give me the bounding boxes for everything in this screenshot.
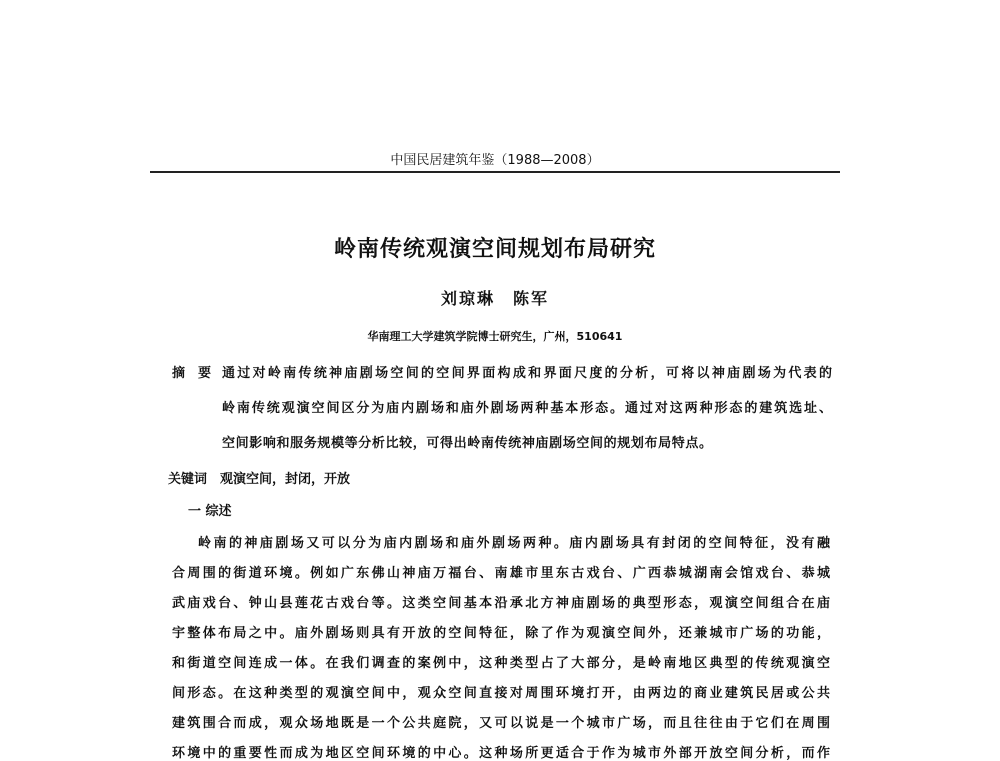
header-rule	[150, 171, 840, 173]
keywords-value: 观演空间，封闭，开放	[220, 472, 351, 487]
body-line: 合周围的街道环境。例如广东佛山神庙万福台、南雄市里东古戏台、广西恭城湖南会馆戏台、恭城	[172, 566, 830, 581]
abstract-line: 岭南传统观演空间区分为庙内剧场和庙外剧场两种基本形态。通过对这两种形态的建筑选址、	[222, 401, 832, 416]
body-line: 武庙戏台、钟山县莲花古戏台等。这类空间基本沿承北方神庙剧场的典型形态，观演空间组合在庙	[172, 596, 830, 611]
abstract-line: 通过对岭南传统神庙剧场空间的空间界面构成和界面尺度的分析，可将以神庙剧场为代表的	[222, 366, 832, 381]
article-title: 岭南传统观演空间规划布局研究	[333, 237, 656, 262]
body-line: 和街道空间连成一体。在我们调查的案例中，这种类型占了大部分，是岭南地区典型的传统观演空	[172, 656, 830, 671]
body-line: 环境中的重要性而成为地区空间环境的中心。这种场所更适合于作为城市外部开放空间分析，而作	[172, 746, 830, 761]
body-line: 建筑围合而成，观众场地既是一个公共庭院，又可以说是一个城市广场，而且往往由于它们在周围	[172, 716, 830, 731]
body-line: 岭南的神庙剧场又可以分为庙内剧场和庙外剧场两种。庙内剧场具有封闭的空间特征，没有融	[198, 536, 830, 551]
section-heading: 一 综述	[188, 504, 232, 519]
abstract-line: 空间影响和服务规模等分析比较，可得出岭南传统神庙剧场空间的规划布局特点。	[222, 436, 712, 451]
body-line: 宇整体布局之中。庙外剧场则具有开放的空间特征，除了作为观演空间外，还兼城市广场的功能，	[172, 626, 830, 641]
affiliation: 华南理工大学建筑学院博士研究生，广州，510641	[367, 330, 623, 343]
abstract-label: 摘 要	[172, 366, 212, 381]
body-line: 间形态。在这种类型的观演空间中，观众空间直接对周围环境打开，由两边的商业建筑民居或公共	[172, 686, 830, 701]
keywords-label: 关键词	[168, 472, 208, 487]
running-header: 中国民居建筑年鉴（1988—2008）	[390, 153, 600, 168]
authors: 刘琼琳 陈军	[440, 289, 549, 308]
